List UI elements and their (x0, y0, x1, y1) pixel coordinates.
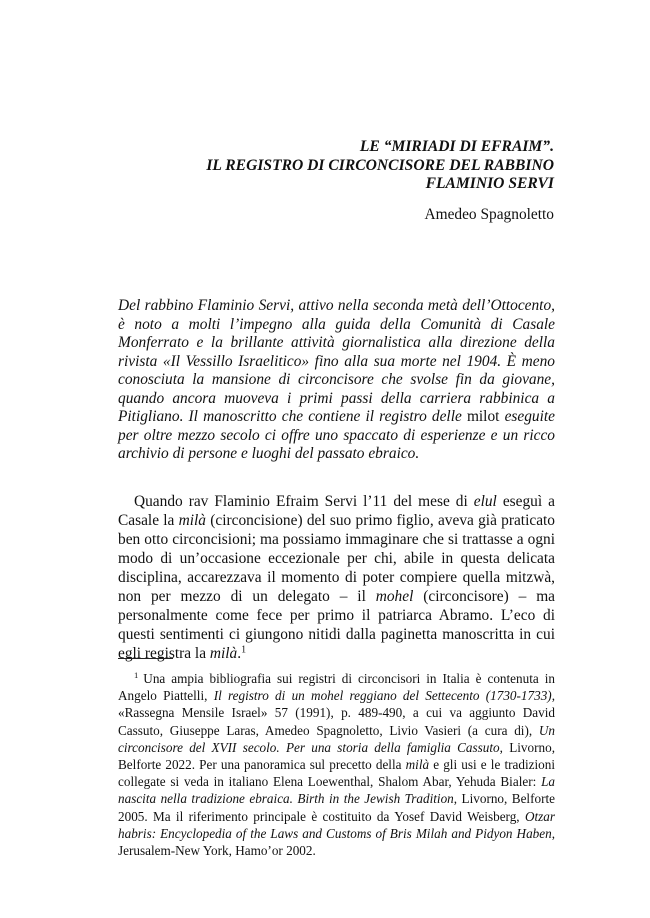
body-text-3: (circoncisione) del suo primo figlio, aveva già praticato ben otto circoncisioni; ma possiamo immaginare che si trattasse a ogni modo di un’occasione eccezionale per chi, abile in questa delicata disciplina, accarezzava il momento di poter compiere quella mitzwà, non per mezzo di un delegato – il (118, 512, 555, 605)
abstract (118, 297, 555, 464)
body-term-mila: milà (178, 512, 207, 529)
body-paragraph (118, 492, 555, 663)
footnote-text-4: e gli usi e le tradizioni collegate si veda in italiano Elena Loewenthal, Shalom Abar, Yehuda Bialer: (118, 757, 555, 790)
abstract-text-2: eseguite per oltre mezzo secolo ci offre uno spaccato di esperienze e un ricco archivio di persone e luoghi del passato ebraico. (118, 408, 555, 462)
footnote-divider (118, 658, 173, 659)
footnote-text-2: , «Rassegna Mensile Israel» 57 (1991), p. 489-490, a cui va aggiunto David Cassuto, Giuseppe Laras, Amedeo Spagnoletto, Livio Vasieri (a cura di), (118, 688, 555, 738)
footnote-text-6: , Jerusalem-New York, Hamo’or 2002. (118, 825, 555, 859)
abstract-text-1: Del rabbino Flaminio Servi, attivo nella seconda metà dell’Ottocento, è noto a molti l’impegno alla guida della Comunità di Casale Monferrato e la brillante attività giornalistica alla direzione della rivista «Il Vessillo Israelitico» fino alla sua morte nel 1904. È meno conosciuta la mansione di circoncisore che svolse fin da giovane, quando ancora muoveva i primi passi della carriera rabbinica a Pitigliano. Il manoscritto che contiene il registro delle (118, 297, 555, 425)
footnote-number: 1 (134, 670, 139, 681)
title-line-3: FLAMINIO SERVI (425, 175, 554, 192)
footnote-reference[interactable]: 1 (241, 644, 247, 656)
title-line-1: LE “MIRIADI DI EFRAIM”. (359, 138, 554, 155)
footnote-citation-title-4: Otzar habris: Encyclopedia of the Laws and Customs of Bris Milah and Pidyon Haben (118, 808, 555, 841)
body-term-mohel: mohel (375, 588, 414, 605)
body-term-mila-2: milà (209, 645, 238, 662)
footnote-text-5: , Livorno, Belforte 2005. Ma il riferimento principale è costituito da Yosef David Weisberg, (118, 791, 555, 824)
footnote-citation-title-1: Il registro di un mohel reggiano del Settecento (1730-1733) (213, 688, 552, 704)
abstract-term-milot: milot (466, 408, 500, 425)
body-text-5: . (237, 645, 242, 662)
footnote-text-1: Una ampia bibliografia sui registri di circoncisori in Italia è contenuta in Angelo Piattelli, (118, 671, 555, 704)
author-name: Amedeo Spagnoletto (424, 206, 554, 223)
footnote-citation-title-3: La nascita nella tradizione ebraica. Birth in the Jewish Tradition (118, 774, 555, 807)
footnote-citation-title-2: Un circoncisore del XVII secolo. Per una storia della famiglia Cassuto (118, 722, 555, 755)
body-text-4: (circoncisore) – ma personalmente come fece per primo il patriarca Abramo. L’eco di questi sentimenti ci giungono nitidi dalla paginetta manoscritta in cui egli registra la (118, 588, 555, 662)
body-text-2: eseguì a Casale la (118, 493, 555, 529)
body-term-elul: elul (473, 493, 497, 510)
article-title (206, 138, 554, 194)
title-line-2: IL REGISTRO DI CIRCONCISORE DEL RABBINO (206, 156, 554, 174)
footnote (118, 670, 555, 859)
body-text-1: Quando rav Flaminio Efraim Servi l’11 del mese di (134, 493, 474, 510)
footnote-term-mila: milà (405, 757, 430, 773)
footnote-text-3: , Livorno, Belforte 2022. Per una panoramica sul precetto della (118, 739, 555, 773)
